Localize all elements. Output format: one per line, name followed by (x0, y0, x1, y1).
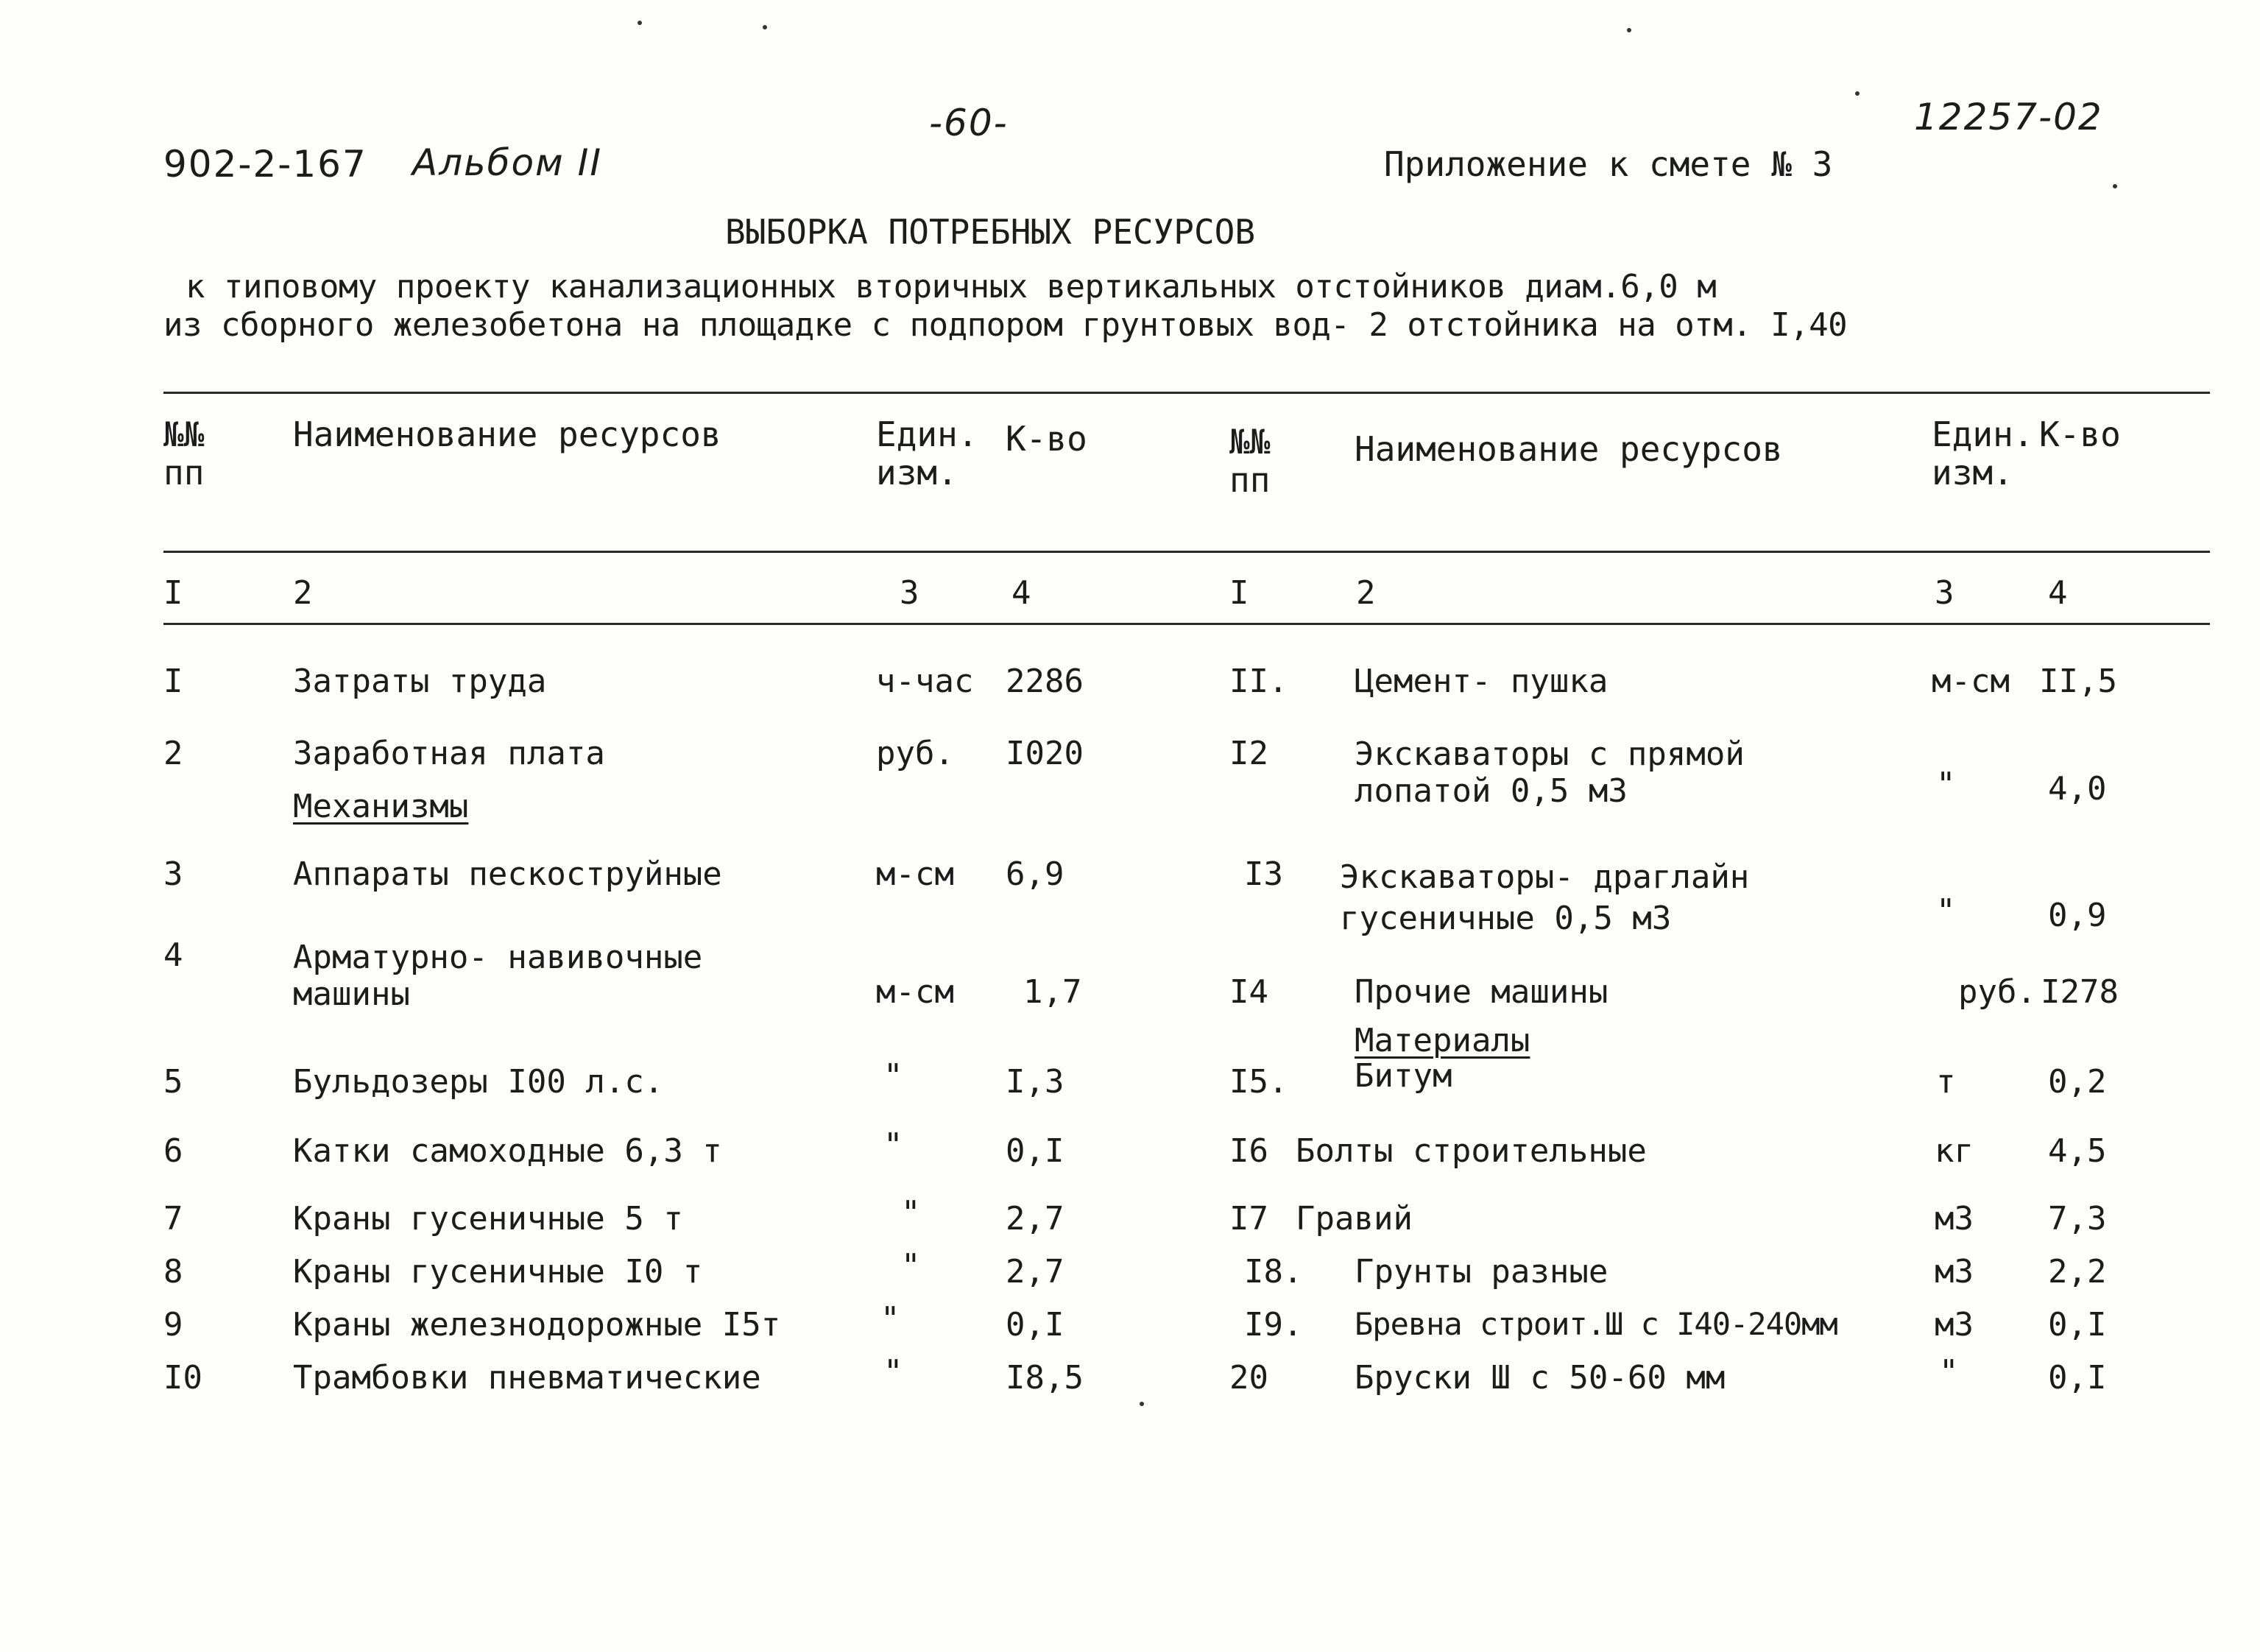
table-row-qty: 4,0 (2048, 770, 2107, 808)
table-row-num: I4 (1229, 973, 1268, 1011)
table-row-qty: 0,I (1006, 1306, 1064, 1344)
table-row-name: Затраты труда (293, 663, 547, 700)
table-row-name: Бруски Ш с 50-60 мм (1355, 1359, 1726, 1397)
table-row-num: 3 (163, 855, 183, 893)
table-row-name: Бревна строит.Ш с I40-240мм (1355, 1306, 1837, 1342)
table-row-unit: " (880, 1300, 900, 1338)
table-row-num: 4 (163, 936, 183, 974)
subtitle-line-1: к типовому проекту канализационных вторичных вертикальных отстойников диам.6,0 м (186, 268, 1717, 306)
table-row-num: 9 (163, 1306, 183, 1344)
subtitle-line-2: из сборного железобетона на площадке с подпором грунтовых вод- 2 отстойника на отм. I,40 (163, 306, 1848, 344)
table-row-num: I0 (163, 1359, 202, 1397)
table-row-num: 7 (163, 1200, 183, 1238)
table-row-qty: 0,I (1006, 1132, 1064, 1170)
table-row-qty: 0,I (2048, 1359, 2107, 1397)
table-row-qty: 2,7 (1006, 1253, 1064, 1291)
col-index-1-left: I (163, 574, 183, 612)
index-bottom-rule (163, 623, 2210, 625)
col-index-2-left: 2 (293, 574, 313, 612)
header-unit-right: Един. изм. (1932, 414, 2034, 493)
section-mechanisms: Механизмы (293, 788, 469, 825)
header-unit-left: Един. изм. (876, 414, 978, 493)
page-number: -60- (929, 102, 1009, 144)
scan-speck (638, 21, 642, 25)
table-row-unit: м3 (1935, 1306, 1974, 1344)
table-row-unit: " (1939, 1353, 1959, 1391)
table-row-num: 5 (163, 1063, 183, 1101)
table-row-qty: I,3 (1006, 1063, 1064, 1101)
table-row-name: Краны железнодорожные I5т (293, 1306, 781, 1344)
table-row-qty: I020 (1006, 735, 1084, 772)
table-row-name: Заработная плата (293, 735, 605, 772)
table-row-num: I7 (1229, 1200, 1268, 1238)
table-row-unit: ч-час (876, 663, 974, 700)
table-row-name: Аппараты пескоструйные (293, 855, 722, 893)
scan-speck (1140, 1402, 1144, 1406)
table-row-unit: м-см (1932, 663, 2010, 700)
table-row-unit: " (883, 1353, 903, 1391)
table-row-unit: руб. (876, 735, 954, 772)
table-row-name: Битум (1355, 1057, 1452, 1095)
table-row-name: Бульдозеры I00 л.с. (293, 1063, 664, 1101)
document-title: ВЫБОРКА ПОТРЕБНЫХ РЕСУРСОВ (725, 212, 1256, 252)
table-row-num: I8. (1244, 1253, 1303, 1291)
table-row-num: I (163, 663, 183, 700)
table-row-num: 6 (163, 1132, 183, 1170)
table-row-qty: 2,7 (1006, 1200, 1064, 1238)
header-name-left: Наименование ресурсов (293, 414, 721, 454)
scan-speck (1855, 91, 1860, 96)
table-row-unit: " (1936, 892, 1956, 930)
table-row-unit: " (901, 1247, 921, 1285)
col-index-4-right: 4 (2048, 574, 2068, 612)
table-row-num: I2 (1229, 735, 1268, 772)
table-row-name: Гравий (1296, 1200, 1413, 1238)
doc-code: 12257-02 (1914, 96, 2103, 138)
table-top-rule (163, 392, 2210, 394)
table-row-qty: 7,3 (2048, 1200, 2107, 1238)
table-row-qty: 2,2 (2048, 1253, 2107, 1291)
table-row-unit: т (1936, 1063, 1956, 1101)
table-row-unit: " (1936, 766, 1956, 803)
col-index-3-right: 3 (1935, 574, 1954, 612)
table-row-num: 8 (163, 1253, 183, 1291)
table-row-unit: м-см (876, 855, 954, 893)
table-row-name: Краны гусеничные I0 т (293, 1253, 703, 1291)
table-row-qty: II,5 (2039, 663, 2117, 700)
table-row-num: I9. (1244, 1306, 1303, 1344)
table-row-num: 20 (1229, 1359, 1268, 1397)
table-row-qty: I278 (2041, 973, 2119, 1011)
table-row-name: Болты строительные (1296, 1132, 1647, 1170)
table-row-name: Прочие машины (1355, 973, 1609, 1011)
table-row-qty: 1,7 (1023, 973, 1082, 1011)
header-qty-right: К-во (2039, 414, 2121, 454)
table-row-unit: " (883, 1126, 903, 1164)
table-row-qty: 2286 (1006, 663, 1084, 700)
table-row-unit: м-см (876, 973, 954, 1011)
table-row-name: Катки самоходные 6,3 т (293, 1132, 722, 1170)
header-name-right: Наименование ресурсов (1355, 429, 1783, 469)
table-row-unit: " (883, 1057, 903, 1095)
table-row-unit: кг (1935, 1132, 1974, 1170)
header-num-left: №№ пп (163, 414, 205, 493)
section-materials: Материалы (1355, 1022, 1530, 1059)
table-row-num: I3 (1244, 855, 1283, 893)
table-row-qty: 6,9 (1006, 855, 1064, 893)
table-row-name: Трамбовки пневматические (293, 1359, 761, 1397)
table-row-unit: м3 (1935, 1200, 1974, 1238)
table-row-unit: м3 (1935, 1253, 1974, 1291)
header-qty-left: К-во (1006, 419, 1087, 459)
album-label: Альбом II (412, 141, 603, 184)
appendix-label: Приложение к смете № 3 (1384, 144, 1833, 184)
scan-speck (1627, 28, 1631, 32)
table-row-name: Арматурно- навивочные машины (293, 939, 703, 1013)
project-code: 902-2-167 (163, 143, 367, 186)
table-row-name: Краны гусеничные 5 т (293, 1200, 683, 1238)
table-row-num: I5. (1229, 1063, 1288, 1101)
col-index-4-left: 4 (1011, 574, 1031, 612)
col-index-1-right: I (1229, 574, 1249, 612)
table-row-unit: " (901, 1194, 921, 1232)
table-row-unit: руб. (1958, 973, 2036, 1011)
scan-speck (763, 25, 767, 29)
table-row-name: Экскаваторы- драглайн гусеничные 0,5 м3 (1340, 858, 1750, 937)
header-num-right: №№ пп (1229, 422, 1271, 500)
table-row-num: 2 (163, 735, 183, 772)
header-bottom-rule (163, 551, 2210, 553)
table-row-qty: I8,5 (1006, 1359, 1084, 1397)
table-row-num: I6 (1229, 1132, 1268, 1170)
scan-speck (2113, 184, 2117, 188)
table-row-qty: 0,2 (2048, 1063, 2107, 1101)
table-row-name: Цемент- пушка (1355, 663, 1609, 700)
table-row-qty: 0,I (2048, 1306, 2107, 1344)
col-index-3-left: 3 (900, 574, 919, 612)
table-row-num: II. (1229, 663, 1288, 700)
table-row-name: Экскаваторы с прямой лопатой 0,5 м3 (1355, 735, 1745, 810)
table-row-qty: 4,5 (2048, 1132, 2107, 1170)
table-row-name: Грунты разные (1355, 1253, 1609, 1291)
table-row-qty: 0,9 (2048, 897, 2107, 934)
col-index-2-right: 2 (1356, 574, 1376, 612)
